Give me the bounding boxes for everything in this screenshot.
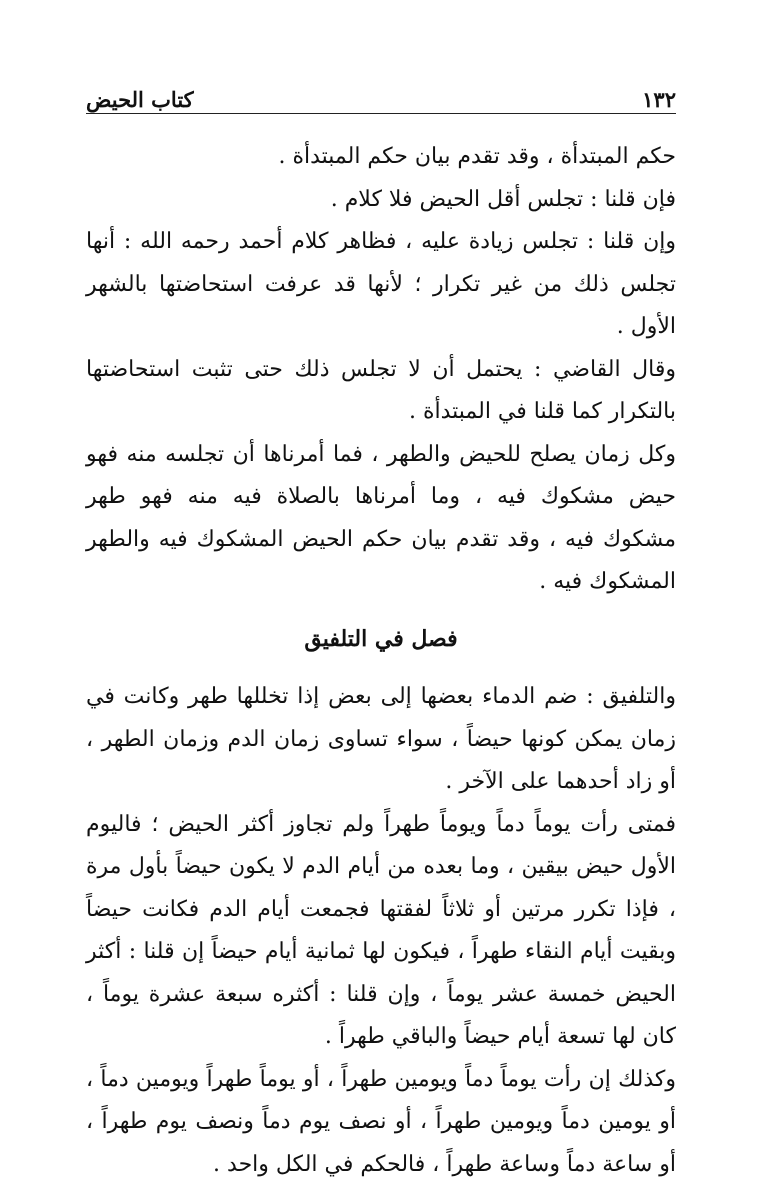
paragraph: وقال القاضي : يحتمل أن لا تجلس ذلك حتى تثبت استحاضتها بالتكرار كما قلنا في المبتدأة . xyxy=(86,349,676,434)
page-header xyxy=(86,82,676,112)
paragraph: فإن قلنا : تجلس أقل الحيض فلا كلام . xyxy=(86,179,676,222)
paragraph: وكل زمان يصلح للحيض والطهر ، فما أمرناها أن تجلسه منه فهو حيض مشكوك فيه ، وما أمرناها بالصلاة فيه منه فهو طهر مشكوك فيه ، وقد تقدم بيان حكم الحيض المشكوك فيه والطهر المشكوك فيه . xyxy=(86,434,676,604)
paragraph: فمتى رأت يوماً دماً ويوماً طهراً ولم تجاوز أكثر الحيض ؛ فاليوم الأول حيض بيقين ، وما بعده من أيام الدم لا يكون حيضاً بأول مرة ، فإذا تكرر مرتين أو ثلاثاً لفقتها فجمعت أيام الدم فكانت حيضاً وبقيت أيام النقاء طهراً ، فيكون لها ثمانية أيام حيضاً إن قلنا : أكثر الحيض خمسة عشر يوماً ، وإن قلنا : أكثره سبعة عشرة يوماً ، كان لها تسعة أيام حيضاً والباقي طهراً . xyxy=(86,804,676,1059)
section-heading: فصل في التلفيق xyxy=(86,618,676,661)
paragraph: حكم المبتدأة ، وقد تقدم بيان حكم المبتدأة . xyxy=(86,136,676,179)
page-number: ١٣٢ xyxy=(642,87,676,112)
header-rule xyxy=(86,113,676,114)
page-body xyxy=(86,136,676,1186)
paragraph: وإن قلنا : تجلس زيادة عليه ، فظاهر كلام أحمد رحمه الله : أنها تجلس ذلك من غير تكرار ؛ لأنها قد عرفت استحاضتها بالشهر الأول . xyxy=(86,221,676,349)
paragraph: والتلفيق : ضم الدماء بعضها إلى بعض إذا تخللها طهر وكانت في زمان يمكن كونها حيضاً ، سواء تساوى زمان الدم وزمان الطهر ، أو زاد أحدهما على الآخر . xyxy=(86,676,676,804)
paragraph: وكذلك إن رأت يوماً دماً ويومين طهراً ، أو يوماً طهراً ويومين دماً ، أو يومين دماً ويومين طهراً ، أو نصف يوم دماً ونصف يوم طهراً ، أو ساعة دماً وساعة طهراً ، فالحكم في الكل واحد . xyxy=(86,1059,676,1186)
chapter-title: كتاب الحيض xyxy=(86,87,194,112)
